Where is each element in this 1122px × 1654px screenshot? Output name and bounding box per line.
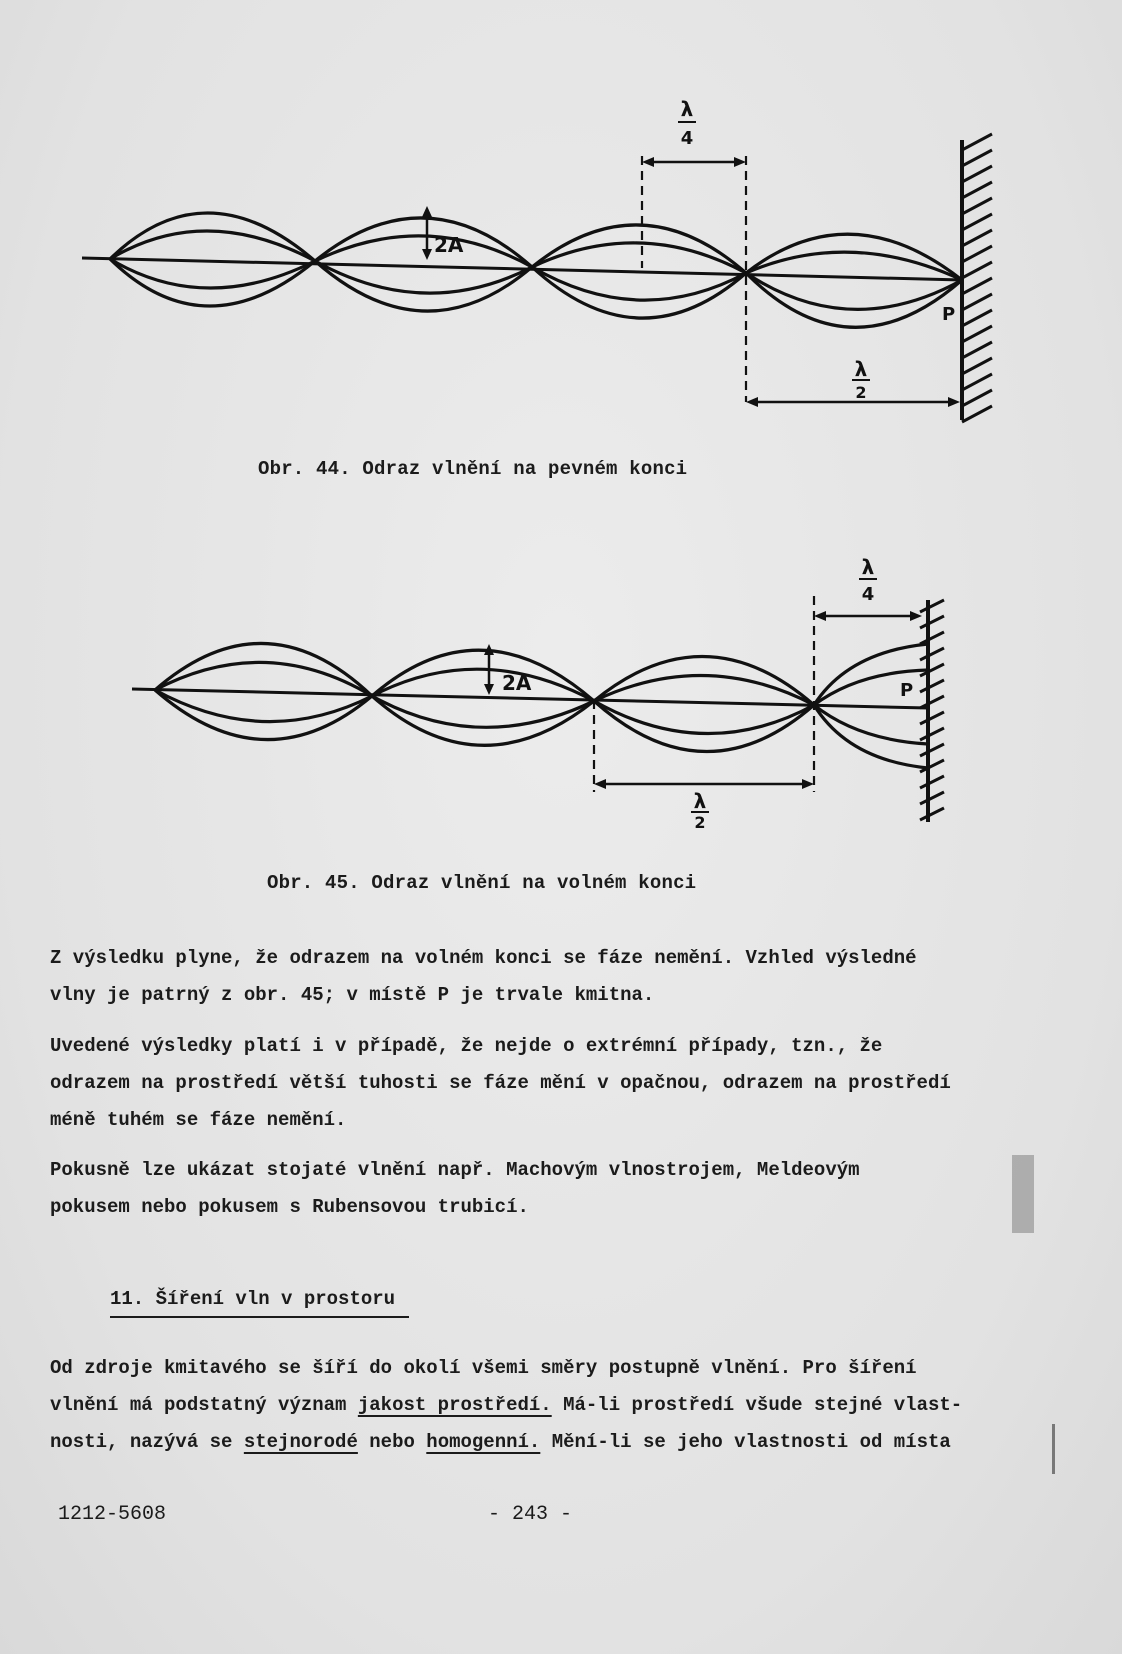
- page-number: - 243 -: [488, 1503, 573, 1526]
- figure-45-caption: Obr. 45. Odraz vlnění na volném konci: [267, 872, 697, 894]
- figure-45-diagram: [0, 555, 1122, 832]
- text-line: pokusem nebo pokusem s Rubensovou trubicí.: [50, 1196, 529, 1218]
- quarter-wavelength-numerator: λ: [861, 555, 875, 579]
- underlined-term: homogenní.: [426, 1431, 541, 1453]
- section-paragraph: [50, 1350, 1070, 1461]
- underlined-term: stejnorodé: [243, 1431, 358, 1453]
- figure-45: [0, 555, 1122, 832]
- text-segment: nebo: [357, 1431, 427, 1453]
- text-segment: vlnění má podstatný význam: [50, 1394, 358, 1416]
- figure-44: [0, 97, 1122, 450]
- text-line: Z výsledku plyne, že odrazem na volném konci se fáze nemění. Vzhled výsledné: [50, 947, 917, 969]
- text-line: Pokusně lze ukázat stojaté vlnění např. Machovým vlnostrojem, Meldeovým: [50, 1159, 860, 1181]
- paragraph-2: [50, 1028, 1070, 1139]
- paragraph-3: [50, 1152, 1070, 1226]
- quarter-wavelength-denominator: 4: [861, 584, 875, 605]
- text-line: Uvedené výsledky platí i v případě, že nejde o extrémní případy, tzn., že: [50, 1035, 883, 1057]
- text-line: Od zdroje kmitavého se šíří do okolí všemi směry postupně vlnění. Pro šíření: [50, 1357, 917, 1379]
- section-heading: 11. Šíření vln v prostoru: [110, 1288, 409, 1318]
- text-line: [50, 1387, 1070, 1424]
- quarter-wavelength-denominator: 4: [680, 128, 694, 149]
- text-segment: Mění-li se jeho vlastnosti od místa: [540, 1431, 951, 1453]
- figure-44-caption: Obr. 44. Odraz vlnění na pevném konci: [258, 458, 688, 480]
- half-wavelength-denominator: 2: [694, 813, 706, 832]
- point-label: P: [900, 680, 914, 701]
- half-wavelength-numerator: λ: [693, 789, 707, 813]
- fixed-wall-hatching: [962, 134, 992, 422]
- paragraph-1: [50, 940, 1070, 1014]
- quarter-wavelength-numerator: λ: [680, 97, 694, 121]
- half-wavelength-numerator: λ: [854, 357, 868, 381]
- text-segment: Má-li prostředí všude stejné vlast-: [551, 1394, 963, 1416]
- point-label: P: [942, 304, 956, 325]
- text-line: [50, 1424, 1070, 1461]
- amplitude-label: 2A: [434, 233, 464, 257]
- text-line: vlny je patrný z obr. 45; v místě P je trvale kmitna.: [50, 984, 655, 1006]
- wall-hatching: [920, 600, 944, 820]
- document-code: 1212-5608: [58, 1503, 167, 1526]
- half-wavelength-denominator: 2: [855, 383, 867, 402]
- standing-wave-loops: [110, 213, 962, 327]
- figure-44-diagram: [0, 97, 1122, 450]
- standing-wave-loops: [155, 643, 928, 768]
- margin-bar: [1052, 1424, 1055, 1474]
- text-segment: nosti, nazývá se: [50, 1431, 244, 1453]
- underlined-term: jakost prostředí.: [357, 1394, 552, 1416]
- text-line: méně tuhém se fáze nemění.: [50, 1109, 347, 1131]
- margin-smudge: [1012, 1155, 1034, 1233]
- text-line: odrazem na prostředí větší tuhosti se fáze mění v opačnou, odrazem na prostředí: [50, 1072, 951, 1094]
- amplitude-label: 2A: [502, 671, 532, 695]
